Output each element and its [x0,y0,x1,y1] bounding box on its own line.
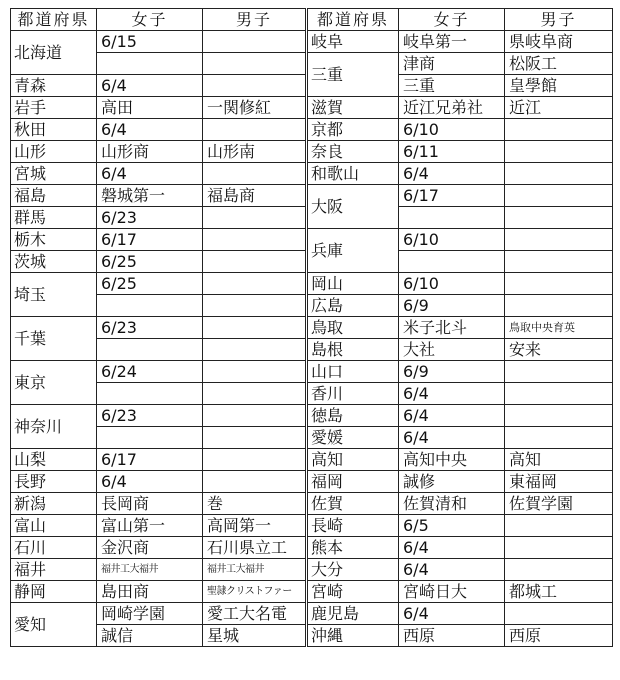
girls-result-cell: 島田商 [97,581,203,603]
boys-result-cell [505,427,613,449]
girls-result-cell: 6/4 [399,603,505,625]
girls-result-cell: 6/10 [399,229,505,251]
prefecture-cell: 高知 [307,449,399,471]
table-row [11,273,613,295]
prefecture-cell: 宮崎 [307,581,399,603]
boys-result-cell: 都城工 [505,581,613,603]
boys-result-cell: 石川県立工 [203,537,307,559]
table-row [11,339,613,361]
boys-result-cell: 一関修紅 [203,97,307,119]
girls-result-cell [399,251,505,273]
prefecture-cell: 広島 [307,295,399,317]
girls-result-cell: 6/4 [97,471,203,493]
boys-result-cell [505,229,613,251]
girls-result-cell: 山形商 [97,141,203,163]
table-row [11,163,613,185]
girls-result-cell: 6/4 [97,119,203,141]
boys-result-cell: 高知 [505,449,613,471]
prefecture-cell: 鹿児島 [307,603,399,625]
table-row [11,493,613,515]
table-row [11,625,613,647]
results-sheet [10,8,613,647]
prefecture-cell: 愛媛 [307,427,399,449]
boys-result-cell [505,119,613,141]
prefecture-cell: 群馬 [11,207,97,229]
girls-result-cell: 磐城第一 [97,185,203,207]
boys-result-cell [505,383,613,405]
table-row [11,559,613,581]
girls-result-cell: 6/4 [399,537,505,559]
girls-result-cell: 6/25 [97,251,203,273]
table-row [11,471,613,493]
prefecture-cell: 北海道 [11,31,97,75]
prefecture-cell: 佐賀 [307,493,399,515]
table-row [11,97,613,119]
header-girls-left: 女子 [97,9,203,31]
prefecture-cell: 秋田 [11,119,97,141]
boys-result-cell: 巻 [203,493,307,515]
boys-result-cell [505,603,613,625]
prefecture-cell: 三重 [307,53,399,97]
boys-result-cell: 東福岡 [505,471,613,493]
boys-result-cell [505,559,613,581]
prefecture-cell: 長野 [11,471,97,493]
boys-result-cell [203,449,307,471]
girls-result-cell: 6/10 [399,119,505,141]
table-row [11,361,613,383]
girls-result-cell: 三重 [399,75,505,97]
girls-result-cell: 岐阜第一 [399,31,505,53]
girls-result-cell: 6/17 [97,229,203,251]
boys-result-cell [203,53,307,75]
prefecture-cell: 青森 [11,75,97,97]
boys-result-cell [203,361,307,383]
prefecture-cell: 京都 [307,119,399,141]
header-pref-right: 都道府県 [307,9,399,31]
girls-result-cell: 6/23 [97,405,203,427]
table-row [11,515,613,537]
girls-result-cell: 6/5 [399,515,505,537]
prefecture-cell: 大阪 [307,185,399,229]
prefecture-cell: 神奈川 [11,405,97,449]
girls-result-cell: 6/4 [399,405,505,427]
prefecture-cell: 滋賀 [307,97,399,119]
prefecture-cell: 長崎 [307,515,399,537]
prefecture-cell: 熊本 [307,537,399,559]
girls-result-cell [399,207,505,229]
girls-result-cell: 近江兄弟社 [399,97,505,119]
table-row [11,31,613,53]
header-boys-left: 男子 [203,9,307,31]
prefecture-cell: 静岡 [11,581,97,603]
boys-result-cell [203,75,307,97]
table-row [11,405,613,427]
boys-result-cell: 県岐阜商 [505,31,613,53]
boys-result-cell: 愛工大名電 [203,603,307,625]
table-row [11,229,613,251]
prefecture-cell: 愛知 [11,603,97,647]
girls-result-cell: 宮崎日大 [399,581,505,603]
girls-result-cell: 福井工大福井 [97,559,203,581]
girls-result-cell: 6/25 [97,273,203,295]
table-row [11,119,613,141]
prefecture-cell: 山口 [307,361,399,383]
boys-result-cell: 山形南 [203,141,307,163]
girls-result-cell: 金沢商 [97,537,203,559]
prefecture-cell: 島根 [307,339,399,361]
boys-result-cell [505,141,613,163]
boys-result-cell [203,273,307,295]
boys-result-cell [203,471,307,493]
girls-result-cell: 6/9 [399,295,505,317]
table-row [11,383,613,405]
girls-result-cell: 高知中央 [399,449,505,471]
boys-result-cell [505,273,613,295]
girls-result-cell [97,383,203,405]
prefecture-cell: 石川 [11,537,97,559]
girls-result-cell: 長岡商 [97,493,203,515]
boys-result-cell: 松阪工 [505,53,613,75]
table-row [11,603,613,625]
girls-result-cell: 6/4 [399,383,505,405]
prefecture-cell: 新潟 [11,493,97,515]
prefecture-cell: 岡山 [307,273,399,295]
prefecture-cell: 和歌山 [307,163,399,185]
boys-result-cell: 安来 [505,339,613,361]
prefecture-cell: 徳島 [307,405,399,427]
girls-result-cell: 6/23 [97,207,203,229]
girls-result-cell [97,427,203,449]
girls-result-cell: 佐賀清和 [399,493,505,515]
boys-result-cell: 福井工大福井 [203,559,307,581]
boys-result-cell [203,163,307,185]
girls-result-cell: 津商 [399,53,505,75]
boys-result-cell: 聖隷クリストファー [203,581,307,603]
table-row [11,185,613,207]
girls-result-cell: 6/4 [399,427,505,449]
prefecture-cell: 福島 [11,185,97,207]
prefecture-cell: 山梨 [11,449,97,471]
boys-result-cell [203,383,307,405]
girls-result-cell: 6/23 [97,317,203,339]
prefecture-cell: 奈良 [307,141,399,163]
boys-result-cell [203,119,307,141]
girls-result-cell: 6/10 [399,273,505,295]
prefecture-cell: 沖縄 [307,625,399,647]
boys-result-cell [203,31,307,53]
boys-result-cell [505,185,613,207]
girls-result-cell: 米子北斗 [399,317,505,339]
table-row [11,427,613,449]
girls-result-cell: 岡崎学園 [97,603,203,625]
header-boys-right: 男子 [505,9,613,31]
prefecture-cell: 山形 [11,141,97,163]
prefecture-cell: 香川 [307,383,399,405]
boys-result-cell [203,317,307,339]
boys-result-cell [505,207,613,229]
boys-result-cell [505,361,613,383]
girls-result-cell: 富山第一 [97,515,203,537]
boys-result-cell: 鳥取中央育英 [505,317,613,339]
boys-result-cell: 皇學館 [505,75,613,97]
boys-result-cell [505,537,613,559]
header-pref-left: 都道府県 [11,9,97,31]
boys-result-cell [203,207,307,229]
prefecture-cell: 岩手 [11,97,97,119]
girls-result-cell: 6/4 [399,163,505,185]
prefecture-cell: 福岡 [307,471,399,493]
girls-result-cell: 6/24 [97,361,203,383]
prefecture-cell: 東京 [11,361,97,405]
boys-result-cell: 西原 [505,625,613,647]
boys-result-cell: 高岡第一 [203,515,307,537]
girls-result-cell: 6/15 [97,31,203,53]
table-row [11,295,613,317]
prefecture-cell: 栃木 [11,229,97,251]
prefecture-cell: 兵庫 [307,229,399,273]
girls-result-cell [97,339,203,361]
boys-result-cell [505,405,613,427]
table-row [11,537,613,559]
girls-result-cell: 6/4 [97,75,203,97]
prefecture-cell: 岐阜 [307,31,399,53]
table-row [11,141,613,163]
table-body [11,31,613,647]
girls-result-cell: 大社 [399,339,505,361]
prefecture-results-table [10,8,613,647]
prefecture-cell: 千葉 [11,317,97,361]
girls-result-cell: 6/17 [399,185,505,207]
boys-result-cell [203,405,307,427]
boys-result-cell [505,163,613,185]
girls-result-cell: 6/4 [97,163,203,185]
girls-result-cell: 誠修 [399,471,505,493]
header-girls-right: 女子 [399,9,505,31]
girls-result-cell: 6/17 [97,449,203,471]
boys-result-cell: 福島商 [203,185,307,207]
boys-result-cell [203,339,307,361]
header-row [11,9,613,31]
boys-result-cell [203,295,307,317]
boys-result-cell [203,251,307,273]
table-row [11,53,613,75]
girls-result-cell: 誠信 [97,625,203,647]
boys-result-cell [203,427,307,449]
prefecture-cell: 大分 [307,559,399,581]
boys-result-cell [203,229,307,251]
girls-result-cell: 6/9 [399,361,505,383]
boys-result-cell [505,251,613,273]
boys-result-cell: 佐賀学園 [505,493,613,515]
table-row [11,581,613,603]
boys-result-cell [505,515,613,537]
girls-result-cell [97,295,203,317]
prefecture-cell: 富山 [11,515,97,537]
prefecture-cell: 福井 [11,559,97,581]
boys-result-cell [505,295,613,317]
girls-result-cell: 6/11 [399,141,505,163]
boys-result-cell: 近江 [505,97,613,119]
girls-result-cell [97,53,203,75]
boys-result-cell: 星城 [203,625,307,647]
prefecture-cell: 鳥取 [307,317,399,339]
prefecture-cell: 宮城 [11,163,97,185]
girls-result-cell: 西原 [399,625,505,647]
girls-result-cell: 6/4 [399,559,505,581]
table-row [11,317,613,339]
prefecture-cell: 埼玉 [11,273,97,317]
prefecture-cell: 茨城 [11,251,97,273]
girls-result-cell: 高田 [97,97,203,119]
table-row [11,449,613,471]
